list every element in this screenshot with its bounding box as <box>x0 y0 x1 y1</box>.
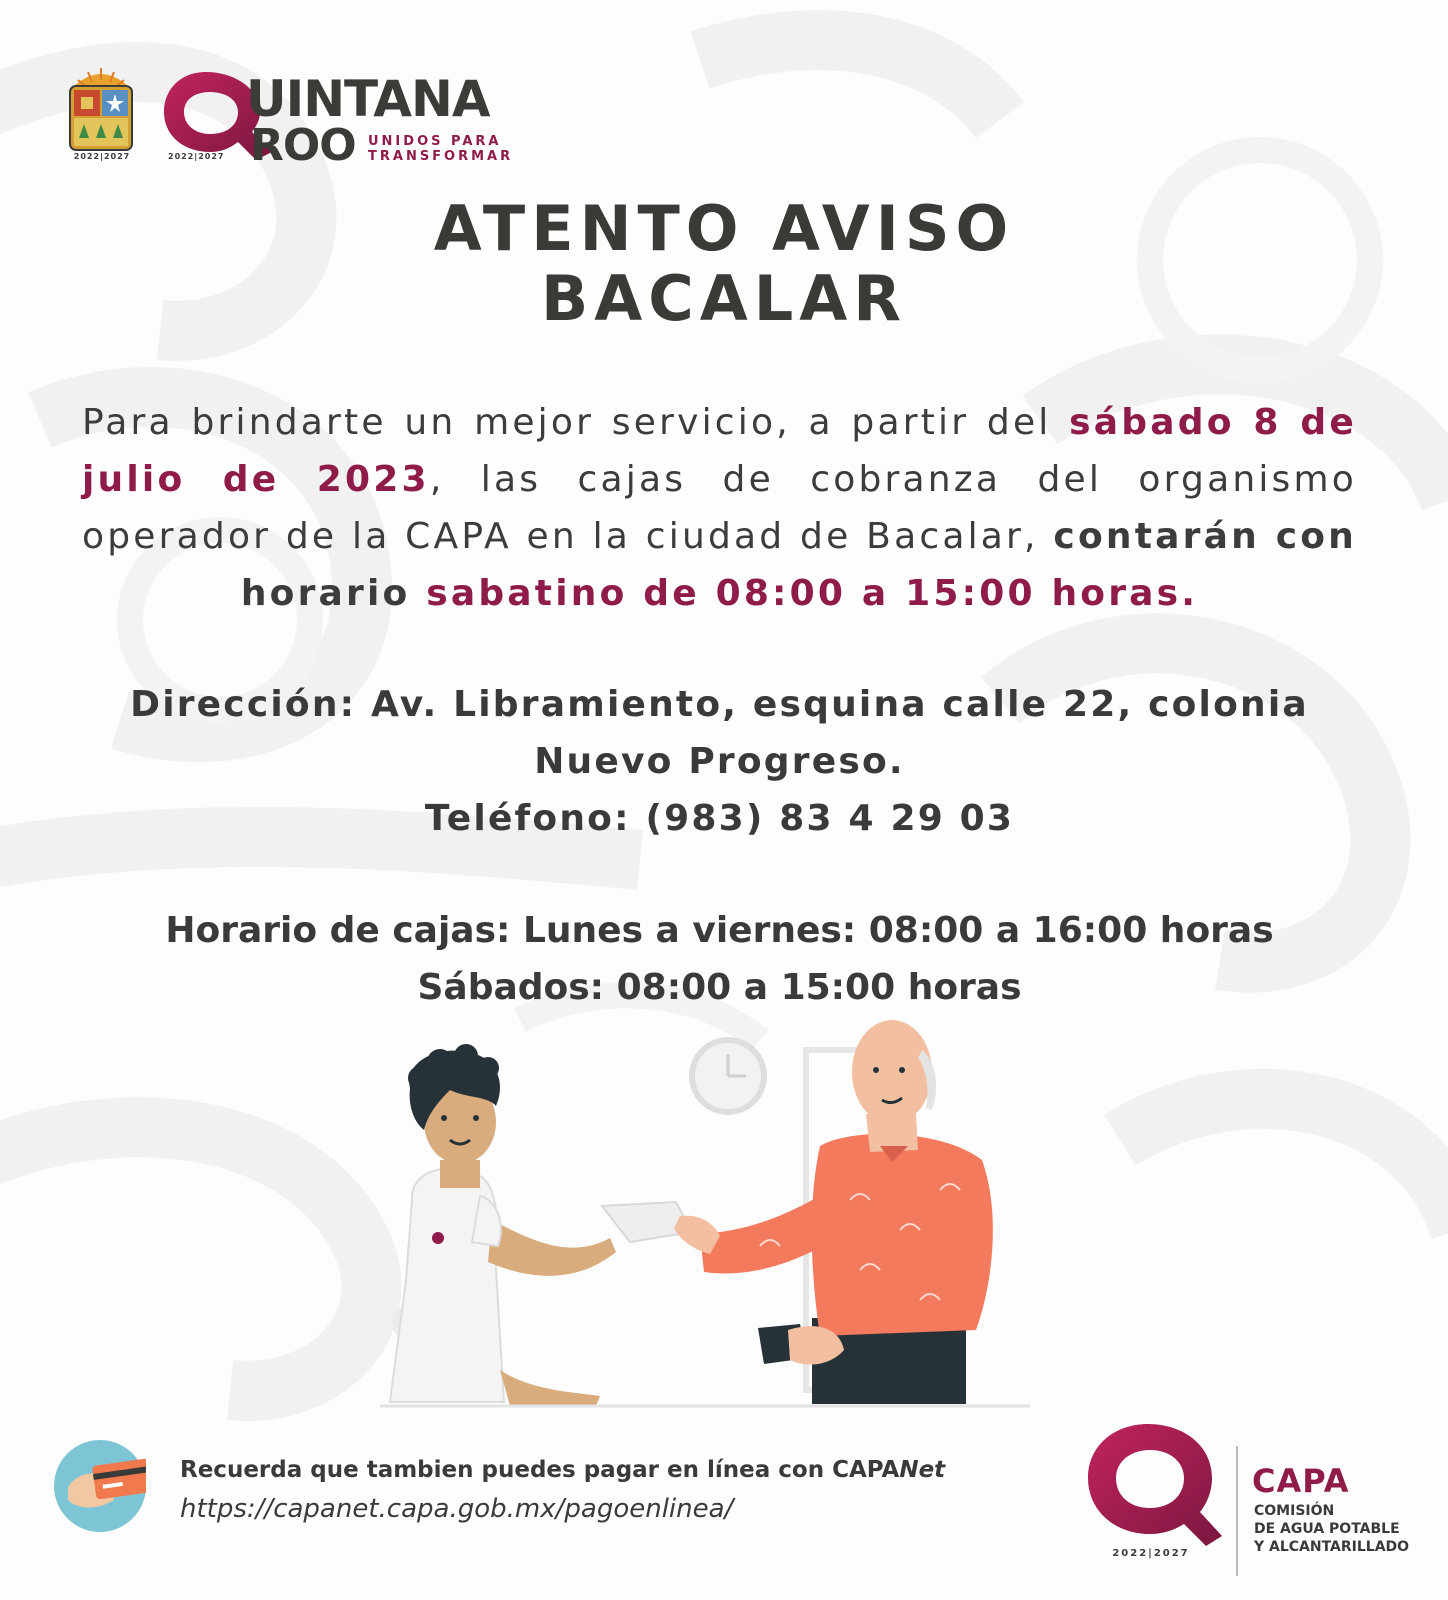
shield-years: 2022|2027 <box>73 152 131 161</box>
online-payment-reminder <box>180 1457 945 1483</box>
logo-word-quintana: UINTANA <box>246 70 490 128</box>
capa-q-logo <box>1084 1420 1224 1550</box>
schedule-line-1: Horario de cajas: Lunes a viernes: 08:00 a 16:00 horas <box>165 910 1274 951</box>
address-block <box>82 676 1357 847</box>
cashier-illustration <box>380 1010 1030 1430</box>
clock-icon <box>692 1040 764 1112</box>
capa-subtitle <box>1254 1502 1409 1556</box>
address-line-1: Dirección: Av. Libramiento, esquina calle 22, colonia <box>130 684 1309 725</box>
address-line-2: Nuevo Progreso. <box>534 741 905 782</box>
capa-divider <box>1236 1446 1238 1576</box>
notice-paragraph <box>82 394 1357 622</box>
logo-years: 2022|2027 <box>168 152 225 161</box>
capa-sub-line-2: DE AGUA POTABLE <box>1254 1521 1400 1537</box>
schedule-line-2: Sábados: 08:00 a 15:00 horas <box>417 967 1022 1008</box>
reminder-net: Net <box>899 1457 946 1483</box>
capa-name: CAPA <box>1252 1462 1350 1500</box>
title-line-1: ATENTO AVISO <box>433 192 1015 265</box>
paragraph-text-1: Para brindarte un mejor servicio, a partir del <box>82 402 1070 443</box>
title-line-2: BACALAR <box>541 262 907 335</box>
paragraph-date-highlight: sábado 8 de julio de 2023 <box>82 402 1357 500</box>
reminder-bold: Recuerda <box>180 1457 303 1483</box>
logo-word-roo: ROO <box>250 120 356 171</box>
slogan-line-2: TRANSFORMAR <box>368 149 514 164</box>
reminder-text: que tambien puedes pagar en línea con CAPA <box>302 1457 900 1483</box>
capa-sub-line-1: COMISIÓN <box>1254 1503 1335 1519</box>
cashier-person <box>390 1044 616 1406</box>
paragraph-text-2: , las cajas de cobranza del organismo operador de la CAPA en la ciudad de Bacalar, <box>82 459 1357 557</box>
quintana-roo-logo <box>160 66 514 171</box>
logo-slogan <box>368 134 513 164</box>
paragraph-bold-text: contarán con horario <box>240 516 1358 614</box>
slogan-line-1: UNIDOS PARA <box>368 134 502 149</box>
payment-url-link[interactable]: https://capanet.capa.gob.mx/pagoenlinea/ <box>180 1494 734 1524</box>
schedule-block <box>82 902 1357 1016</box>
capa-sub-line-3: Y ALCANTARILLADO <box>1254 1539 1410 1555</box>
capa-years: 2022|2027 <box>1112 1548 1190 1559</box>
phone-line: Teléfono: (983) 83 4 29 03 <box>424 798 1015 839</box>
credit-card-hand-icon <box>54 1440 146 1532</box>
paragraph-hours-highlight: sabatino de 08:00 a 15:00 horas. <box>426 573 1199 614</box>
